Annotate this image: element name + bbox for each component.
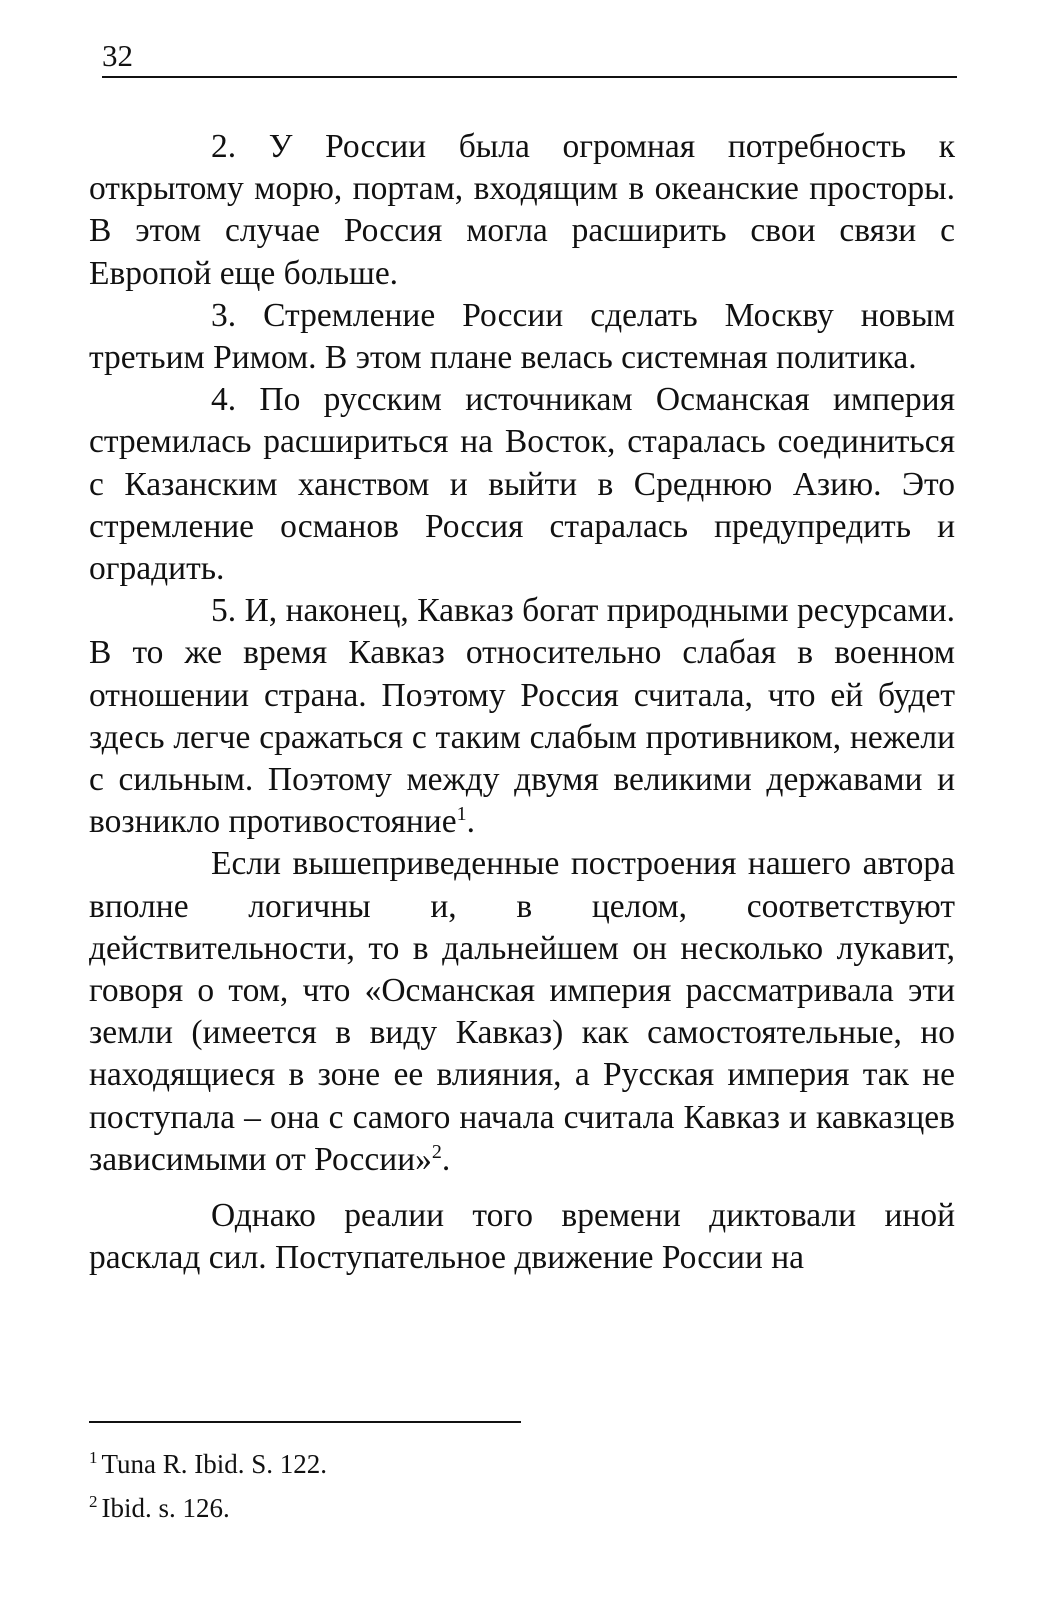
footnote-reference: 1 xyxy=(456,803,467,826)
paragraph-point-5 xyxy=(89,590,955,843)
paragraph-text: 3. Стремление России сделать Москву новым третьим Римом. В этом плане велась системная политика. xyxy=(89,296,955,377)
paragraph-point-2 xyxy=(89,126,955,295)
footnote-reference: 2 xyxy=(431,1140,442,1163)
footnote-mark: 2 xyxy=(89,1492,98,1511)
paragraph-text: Если вышеприведенные построения нашего автора вполне логичны и, в целом, соответствуют действительности, то в дальнейшем он несколько лукавит, говоря о том, что «Османская империя рассматривала эти земли (имеется в виду Кавказ) как самостоятельные, но находящиеся в зоне ее влияния, а Русская империя так не поступала – она с самого начала считала Кавказ и кавказцев зависимыми от России» xyxy=(89,845,955,1178)
page-number: 32 xyxy=(102,38,133,73)
paragraph-tail: . xyxy=(466,803,475,841)
paragraph-text: 5. И, наконец, Кавказ богат природными ресурсами. В то же время Кавказ относительно слабая в военном отношении страна. Поэтому Россия считала, что ей будет здесь легче сражаться с таким слабым противником, нежели с сильным. Поэтому между двумя великими державами и возникло противостояние xyxy=(89,592,955,841)
paragraph-text: 2. У России была огромная потребность к открытому морю, портам, входящим в океанские просторы. В этом случае Россия могла расширить свои связи с Европой еще больше. xyxy=(89,128,955,292)
paragraph-tail: . xyxy=(441,1140,451,1178)
paragraph-point-4 xyxy=(89,379,955,590)
paragraph-commentary xyxy=(89,843,955,1181)
footnote-text: Tuna R. Ibid. S. 122. xyxy=(101,1449,328,1479)
footnote-1 xyxy=(89,1442,327,1486)
paragraph-text: 4. По русским источникам Османская империя стремилась расшириться на Восток, старалась соединиться с Казанским ханством и выйти в Среднюю Азию. Это стремление османов Россия старалась предупредить и оградить. xyxy=(89,381,955,588)
footnote-mark: 1 xyxy=(89,1448,98,1467)
paragraph-closing xyxy=(89,1195,955,1279)
paragraph-point-3 xyxy=(89,295,955,379)
header-rule xyxy=(102,76,957,78)
footnote-separator xyxy=(89,1421,521,1423)
footnote-text: Ibid. s. 126. xyxy=(101,1493,230,1523)
paragraph-text: Однако реалии того времени диктовали иной расклад сил. Поступательное движение России на xyxy=(89,1197,955,1277)
footnotes xyxy=(89,1442,327,1530)
body-text xyxy=(89,126,955,1279)
footnote-2 xyxy=(89,1486,327,1530)
